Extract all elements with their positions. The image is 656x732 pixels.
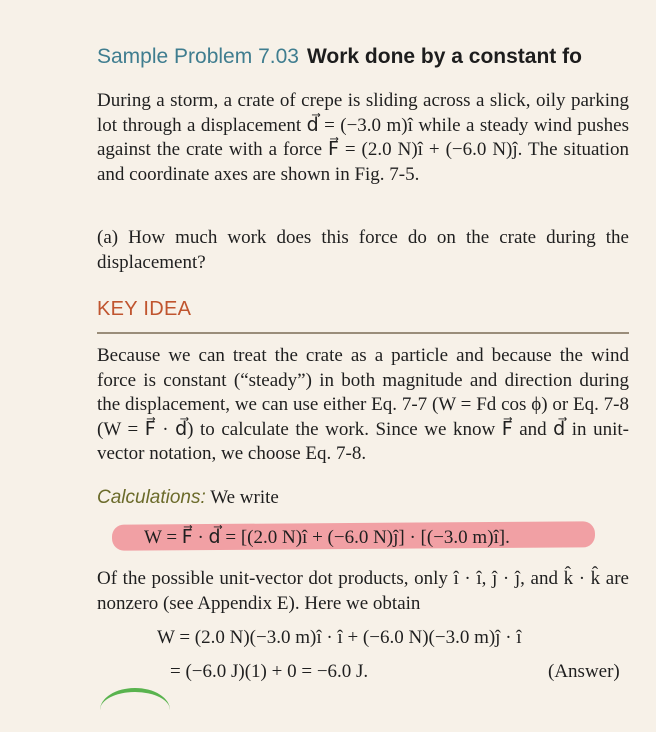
sample-problem-header (97, 45, 582, 69)
answer-label: (Answer) (548, 661, 620, 682)
key-idea-heading: KEY IDEA (97, 298, 192, 320)
sample-problem-title: Work done by a constant fo (306, 45, 582, 68)
calculations-line (97, 487, 279, 509)
key-idea-text: Because we can treat the crate as a particle and because the wind force is constant (“steady”) in both magnitude and direction during the displacement, we can use either Eq. 7-7 (W = Fd cos ϕ) or Eq. 7-8 (W = F⃗ · d⃗) to calculate the work. Since we know F⃗ and d⃗ in unit-vector notation, we choose Eq. 7-8. (97, 345, 629, 464)
sample-problem-label: Sample Problem 7.03 (97, 45, 299, 68)
section-divider (97, 332, 629, 334)
problem-statement: During a storm, a crate of crepe is sliding across a slick, oily parking lot through a displacement d⃗ = (−3.0 m)î while a steady wind pushes against the crate with a force F⃗ = (2.0 N)î + (−6.0 N)ĵ. The situation and coordinate axes are shown in Fig. 7-5. (97, 90, 629, 185)
calculations-intro: We write (210, 487, 279, 508)
equation-expansion: W = (2.0 N)(−3.0 m)î · î + (−6.0 N)(−3.0 m)ĵ · î (157, 627, 522, 648)
green-arc-decoration (100, 688, 170, 732)
equation-result: = (−6.0 J)(1) + 0 = −6.0 J. (170, 661, 369, 682)
calculations-label: Calculations: (97, 487, 206, 508)
equation-work-dot-product: W = F⃗ · d⃗ = [(2.0 N)î + (−6.0 N)ĵ] · [(−3.0 m)î]. (144, 527, 510, 548)
calculation-explanation: Of the possible unit-vector dot products, only î · î, ĵ · ĵ, and k̂ · k̂ are nonzero (see Appendix E). Here we obtain (97, 568, 629, 614)
problem-question: (a) How much work does this force do on the crate during the displacement? (97, 227, 629, 273)
